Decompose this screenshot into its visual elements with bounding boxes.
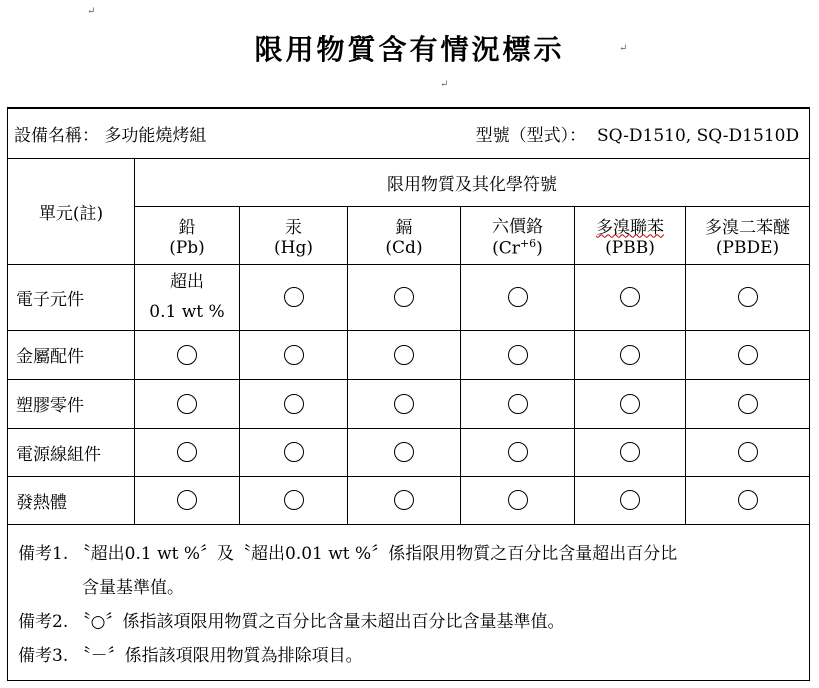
status-cell (461, 330, 575, 379)
circle-symbol-icon (394, 287, 414, 307)
paragraph-mark-icon: ↵ (440, 79, 449, 90)
circle-symbol-icon (284, 345, 304, 365)
status-cell (348, 428, 461, 476)
status-cell (461, 264, 575, 330)
status-cell (575, 330, 686, 379)
circle-symbol-icon (177, 394, 197, 414)
circle-symbol-icon (177, 490, 197, 510)
unit-label: 電子元件 (8, 264, 135, 330)
status-cell (461, 428, 575, 476)
status-cell (240, 379, 348, 428)
exceeds-cell: 超出 0.1 wt % (135, 264, 240, 330)
substance-header-cd: 鎘 (Cd) (348, 206, 461, 264)
status-cell (686, 476, 810, 524)
substance-group-header: 限用物質及其化學符號 (135, 158, 810, 206)
status-cell (461, 476, 575, 524)
substance-header-hg: 汞 (Hg) (240, 206, 348, 264)
circle-symbol-icon (508, 490, 528, 510)
remark-1-continued: 含量基準值。 (82, 577, 184, 598)
paragraph-mark-icon: ↵ (619, 43, 628, 54)
circle-symbol-icon (620, 442, 640, 462)
circle-symbol-icon (394, 490, 414, 510)
circle-symbol-icon (394, 345, 414, 365)
circle-symbol-icon (508, 345, 528, 365)
unit-label: 塑膠零件 (8, 379, 135, 428)
status-cell (135, 428, 240, 476)
remark-2: 備考2. 〝○〞係指該項限用物質之百分比含量未超出百分比含量基準值。 (18, 611, 565, 632)
unit-label: 發熱體 (8, 476, 135, 524)
paragraph-mark-icon: ↵ (87, 6, 96, 17)
table-row (8, 379, 810, 428)
remarks (8, 524, 810, 680)
table-row (8, 476, 810, 524)
substance-header-pbb: 多溴聯苯 (PBB) (575, 206, 686, 264)
status-cell (240, 264, 348, 330)
equipment-model: 型號（型式）： SQ-D1510, SQ-D1510D (475, 125, 800, 146)
page-title: 限用物質含有情況標示 (254, 33, 565, 66)
status-cell (240, 330, 348, 379)
status-cell (686, 379, 810, 428)
status-cell (348, 264, 461, 330)
status-cell (135, 476, 240, 524)
circle-symbol-icon (284, 490, 304, 510)
circle-symbol-icon (394, 442, 414, 462)
circle-symbol-icon (738, 287, 758, 307)
table-row (8, 264, 810, 330)
circle-symbol-icon (620, 345, 640, 365)
equipment-name: 設備名稱： 多功能燒烤組 (14, 125, 207, 146)
circle-symbol-icon (508, 442, 528, 462)
unit-label: 電源線組件 (8, 428, 135, 476)
circle-symbol-icon (284, 442, 304, 462)
circle-symbol-icon (508, 394, 528, 414)
remark-3: 備考3. 〝－〞係指該項限用物質為排除項目。 (18, 645, 363, 666)
circle-symbol-icon (177, 442, 197, 462)
status-cell (686, 330, 810, 379)
circle-symbol-icon (177, 345, 197, 365)
status-cell (240, 476, 348, 524)
status-cell (135, 330, 240, 379)
status-cell (135, 379, 240, 428)
circle-symbol-icon (738, 442, 758, 462)
circle-symbol-icon (620, 490, 640, 510)
circle-symbol-icon (284, 394, 304, 414)
unit-label: 金屬配件 (8, 330, 135, 379)
table-row (8, 428, 810, 476)
status-cell (575, 476, 686, 524)
status-cell (686, 264, 810, 330)
restricted-substances-table (7, 107, 810, 681)
status-cell (348, 476, 461, 524)
circle-symbol-icon (738, 490, 758, 510)
status-cell (686, 428, 810, 476)
unit-header: 單元(註) (8, 158, 135, 264)
substance-header-pbde: 多溴二苯醚 (PBDE) (686, 206, 810, 264)
remark-1: 備考1. 〝超出0.1 wt %〞及〝超出0.01 wt %〞係指限用物質之百分比含量超出百分比 (18, 543, 678, 564)
table-row (8, 330, 810, 379)
circle-symbol-icon (508, 287, 528, 307)
circle-symbol-icon (738, 345, 758, 365)
status-cell (575, 379, 686, 428)
status-cell (348, 330, 461, 379)
status-cell (575, 428, 686, 476)
status-cell (461, 379, 575, 428)
status-cell (240, 428, 348, 476)
substance-header-cr6: 六價鉻 $(Cr^{+6})$ (461, 206, 575, 264)
circle-symbol-icon (620, 287, 640, 307)
status-cell (575, 264, 686, 330)
circle-symbol-icon (738, 394, 758, 414)
substance-header-pb: 鉛 (Pb) (135, 206, 240, 264)
circle-symbol-icon (394, 394, 414, 414)
status-cell (348, 379, 461, 428)
circle-symbol-icon (284, 287, 304, 307)
circle-symbol-icon (620, 394, 640, 414)
equipment-row (8, 108, 810, 158)
